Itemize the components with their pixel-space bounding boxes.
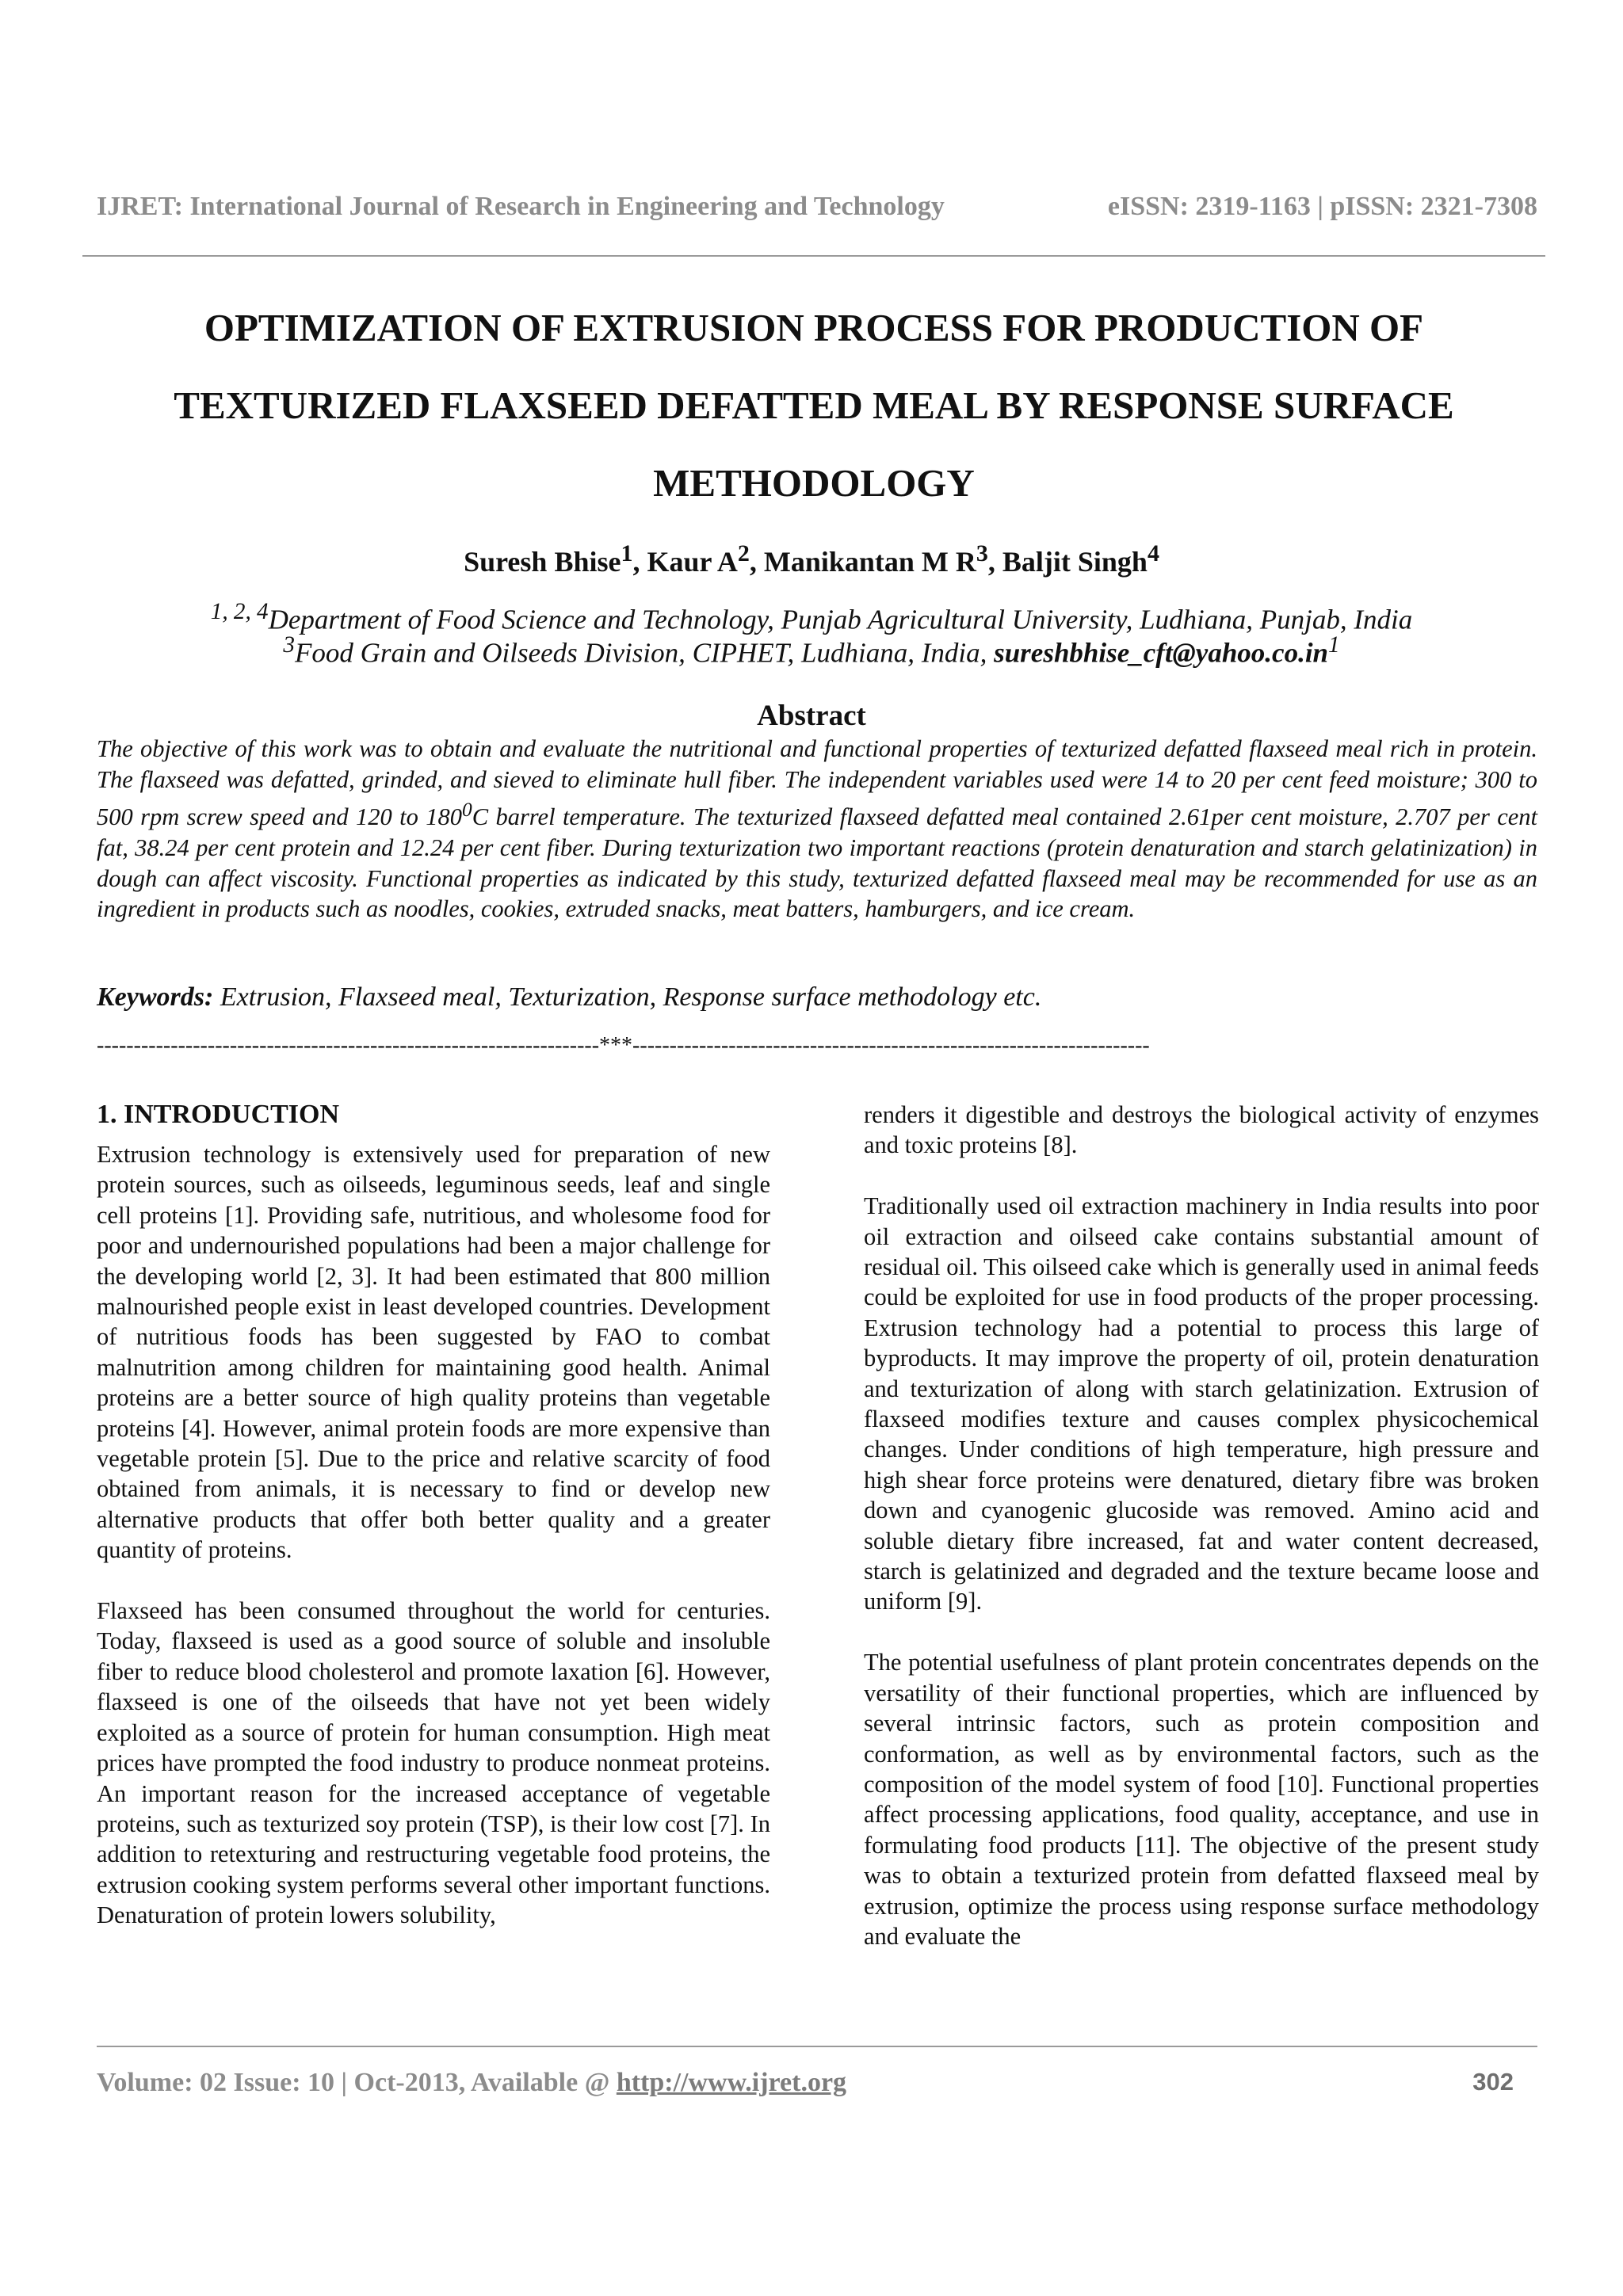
page-footer (97, 2068, 1514, 2098)
author-name: Manikantan M R (763, 546, 976, 578)
footer-rule (97, 2046, 1537, 2047)
paragraph: The potential usefulness of plant protein concentrates depends on the versatility of their functional properties, which are influenced by several intrinsic factors, such as protein composition and conformation, as well as by environmental factors, such as the composition of the model system of food [10]. Functional properties affect processing applications, food quality, acceptance, and use in formulating food products [11]. The objective of the present study was to obtain a texturized protein from defatted flaxseed meal by extrusion, optimize the process using response surface methodology and evaluate the (864, 1649, 1539, 1950)
paragraph: Traditionally used oil extraction machinery in India results into poor oil extraction and oilseed cake contains substantial amount of residual oil. This oilseed cake which is generally used in animal feeds could be exploited for use in food products of the proper processing. Extrusion technology had a potential to process this large of byproducts. It may improve the property of oil, protein denaturation and texturization of along with starch gelatinization. Extrusion of flaxseed modifies texture and causes complex physicochemical changes. Under conditions of high temperature, high pressure and high shear force proteins were denatured, dietary fibre was broken down and cyanogenic glucoside was removed. Amino acid and soluble dietary fibre increased, fat and water content decreased, starch is gelatinized and degraded and the texture became loose and uniform [9]. (864, 1192, 1539, 1615)
author-list: Suresh Bhise$^1$, Kaur $A^2$, Manikantan M $R^3$, Baljit Singh$^4$ (464, 540, 1159, 578)
title-line-2: TEXTURIZED FLAXSEED DEFATTED MEAL BY RESPONSE SURFACE (174, 383, 1454, 427)
issn-info: eISSN: 2319-1163 | pISSN: 2321-7308 (1107, 192, 1537, 221)
email-sup: 1 (1328, 632, 1340, 658)
affiliation-sup: 3 (283, 632, 295, 658)
affiliation-2 (0, 632, 1623, 669)
author-name: Suresh Bhise (464, 546, 621, 578)
paragraph: Extrusion technology is extensively used for preparation of new protein sources, such as oilseeds, leguminous seeds, leaf and single cell proteins [1]. Providing safe, nutritious, and wholesome food for poor and undernourished populations had been a major challenge for the developing world [2, 3]. It had been estimated that 800 million malnourished people exist in least developed countries. Development of nutritious foods has been suggested by FAO to combat malnutrition among children for maintaining good health. Animal proteins are a better source of high quality proteins than vegetable proteins [4]. However, animal protein foods are more expensive than vegetable protein [5]. Due to the price and relative scarcity of food obtained from animals, it is necessary to find or develop new alternative products that offer both better quality and a greater quantity of proteins. (97, 1141, 770, 1564)
journal-name: IJRET: International Journal of Research in Engineering and Technology (97, 192, 945, 221)
author-name: Baljit Singh (1002, 546, 1148, 578)
keywords-label: Keywords: (97, 982, 214, 1012)
paper-title (82, 289, 1545, 522)
author-email[interactable]: sureshbhise_cft@yahoo.co.in (994, 637, 1329, 669)
column-right (864, 1100, 1539, 1982)
page-number: 302 (1472, 2068, 1514, 2096)
introduction-heading: 1. INTRODUCTION (97, 1100, 340, 1129)
title-line-3: METHODOLOGY (653, 461, 975, 505)
column-left (97, 1100, 770, 1961)
abstract-text-1: The objective of this work was to obtain and evaluate the nutritional and functional properties of texturized defatted flaxseed meal rich in protein. The flaxseed was defatted, grinded, and sieved to eliminate hull fiber. The independent variables used were 14 to 20 per cent feed moisture; 300 to 500 rpm screw speed and 120 to 180 (97, 735, 1537, 831)
header-rule (82, 255, 1545, 257)
footer-volume (97, 2068, 846, 2098)
author-sup: 3 (976, 540, 988, 566)
degree-sup: 0 (462, 799, 472, 822)
abstract-heading: Abstract (757, 700, 866, 732)
author-name: Kaur A (647, 546, 738, 578)
title-line-1: OPTIMIZATION OF EXTRUSION PROCESS FOR PRODUCTION OF (204, 306, 1424, 349)
affiliation-text: Food Grain and Oilseeds Division, CIPHET, Ludhiana, India, (294, 637, 995, 669)
affiliation-text: Department of Food Science and Technology, Punjab Agricultural University, Ludhiana, Punjab, India (268, 604, 1413, 635)
footer-volume-text: Volume: 02 Issue: 10 | Oct-2013, Available @ (97, 2068, 617, 2097)
affiliation-sup: 1, 2, 4 (210, 599, 269, 624)
running-header (97, 192, 1537, 222)
paragraph: renders it digestible and destroys the biological activity of enzymes and toxic proteins [8]. (864, 1101, 1539, 1159)
keywords (97, 982, 1537, 1013)
author-sup: 1 (621, 540, 633, 566)
journal-link[interactable]: http://www.ijret.org (616, 2068, 847, 2097)
affiliation-1 (0, 599, 1623, 636)
keywords-text: Extrusion, Flaxseed meal, Texturization, Response surface methodology etc. (213, 982, 1042, 1012)
abstract-text-2: C barrel temperature. The texturized flaxseed defatted meal contained 2.61per cent moisture, 2.707 per cent fat, 38.24 per cent protein and 12.24 per cent fiber. During texturization two important reactions (protein denaturation and starch gelatinization) in dough can affect viscosity. Functional properties as indicated by this study, texturized defatted flaxseed meal may be recommended for use as an ingredient in products such as noodles, cookies, extruded snacks, meat batters, hamburgers, and ice cream. (97, 803, 1537, 923)
author-sup: 2 (737, 540, 750, 566)
section-separator: --------------------------------------------------------------------***---------------------------------------------------------------------- (97, 1036, 1150, 1055)
paragraph: Flaxseed has been consumed throughout the world for centuries. Today, flaxseed is used as a good source of soluble and insoluble fiber to reduce blood cholesterol and promote laxation [6]. However, flaxseed is one of the oilseeds that have not yet been widely exploited as a source of protein for human consumption. High meat prices have prompted the food industry to produce nonmeat proteins. An important reason for the increased acceptance of vegetable proteins, such as texturized soy protein (TSP), is their low cost [7]. In addition to retexturing and restructuring vegetable food proteins, the extrusion cooking system performs several other important functions. Denaturation of protein lowers solubility, (97, 1597, 770, 1929)
author-sup: 4 (1147, 540, 1159, 566)
abstract-body (97, 734, 1537, 925)
